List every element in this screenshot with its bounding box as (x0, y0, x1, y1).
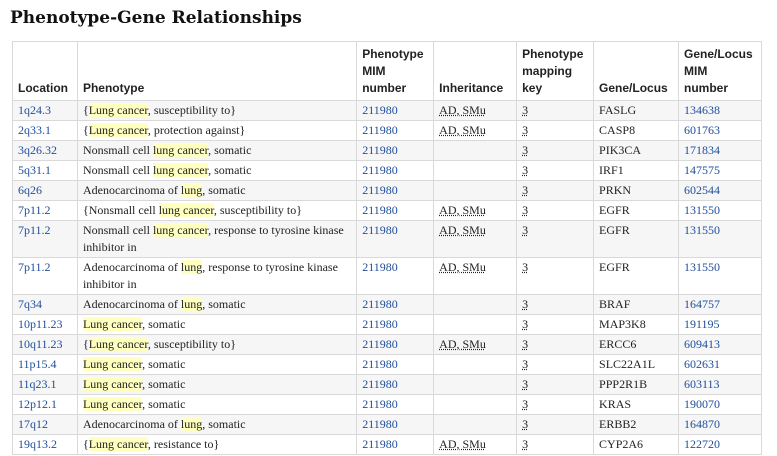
gene-mim-link[interactable]: 164757 (683, 297, 720, 311)
gene-mim-cell (678, 101, 761, 121)
phenotype-mim-cell (357, 221, 434, 258)
location-link[interactable]: 12p12.1 (18, 397, 57, 411)
location-link[interactable]: 6q26 (18, 183, 42, 197)
mapping-key-cell (517, 435, 594, 455)
gene-mim-link[interactable]: 134638 (683, 103, 720, 117)
search-term-highlight: Lung cancer (82, 397, 143, 411)
search-term-highlight: Lung cancer (82, 377, 143, 391)
phenotype-text: { (82, 123, 89, 137)
gene-locus-cell (594, 161, 679, 181)
phenotype-text: Adenocarcinoma of (82, 260, 181, 274)
mapping-key-value: 3 (522, 103, 529, 117)
phenotype-text: , susceptibility to} (147, 337, 236, 351)
gene-symbol: MAP3K8 (599, 317, 646, 331)
phenotype-cell (77, 375, 356, 395)
gene-mim-link[interactable]: 131550 (683, 260, 720, 274)
phenotype-mim-cell (357, 141, 434, 161)
phenotype-mim-cell (357, 395, 434, 415)
phenotype-text: Nonsmall cell (82, 223, 153, 237)
phenotype-mim-link[interactable]: 211980 (362, 183, 398, 197)
phenotype-cell (77, 295, 356, 315)
mapping-key-value: 3 (522, 260, 529, 274)
gene-locus-cell (594, 395, 679, 415)
search-term-highlight: Lung cancer (88, 437, 148, 451)
mapping-key-cell (517, 375, 594, 395)
table-header-row (13, 42, 762, 101)
gene-mim-link[interactable]: 603113 (683, 377, 720, 391)
gene-mim-link[interactable]: 609413 (683, 337, 720, 351)
header-phenotype-mim-number (357, 42, 434, 101)
mapping-key-value: 3 (522, 397, 529, 411)
header-gene-locus-mim-number (678, 42, 761, 101)
mapping-key-value: 3 (522, 297, 529, 311)
table-row (13, 141, 762, 161)
phenotype-text: , protection against} (147, 123, 246, 137)
search-term-highlight: lung cancer (152, 143, 209, 157)
phenotype-cell (77, 161, 356, 181)
location-link[interactable]: 7p11.2 (18, 203, 51, 217)
inheritance-cell (434, 201, 517, 221)
inheritance-cell (434, 141, 517, 161)
gene-mim-link[interactable]: 122720 (683, 437, 720, 451)
header-key-line-3: key (522, 81, 543, 95)
phenotype-mim-link[interactable]: 211980 (362, 103, 398, 117)
location-link[interactable]: 11p15.4 (18, 357, 57, 371)
gene-mim-cell (678, 221, 761, 258)
mapping-key-cell (517, 221, 594, 258)
inheritance-cell (434, 375, 517, 395)
mapping-key-cell (517, 295, 594, 315)
table-row (13, 295, 762, 315)
search-term-highlight: lung (180, 183, 203, 197)
inheritance-cell (434, 435, 517, 455)
phenotype-cell (77, 258, 356, 295)
gene-symbol: EGFR (599, 203, 630, 217)
location-link[interactable]: 7q34 (18, 297, 42, 311)
gene-locus-cell (594, 315, 679, 335)
mapping-key-value: 3 (522, 357, 529, 371)
gene-symbol: CYP2A6 (599, 437, 644, 451)
phenotype-cell (77, 141, 356, 161)
phenotype-text: { (82, 337, 89, 351)
gene-mim-cell (678, 335, 761, 355)
mapping-key-cell (517, 415, 594, 435)
search-term-highlight: lung (180, 260, 203, 274)
header-inheritance: Inheritance (434, 42, 517, 101)
mapping-key-cell (517, 121, 594, 141)
search-term-highlight: Lung cancer (82, 317, 143, 331)
phenotype-text: Adenocarcinoma of (82, 183, 181, 197)
inheritance-cell (434, 295, 517, 315)
gene-symbol: EGFR (599, 260, 630, 274)
inheritance-cell (434, 315, 517, 335)
gene-mim-link[interactable]: 171834 (683, 143, 720, 157)
header-location: Location (13, 42, 78, 101)
inheritance-cell (434, 181, 517, 201)
search-term-highlight: Lung cancer (82, 357, 143, 371)
phenotype-mim-link[interactable]: 211980 (362, 203, 398, 217)
location-link[interactable]: 11q23.1 (18, 377, 57, 391)
search-term-highlight: Lung cancer (88, 337, 148, 351)
header-gene-locus: Gene/Locus (594, 42, 679, 101)
mapping-key-cell (517, 258, 594, 295)
inheritance-value: AD, SMu (439, 260, 486, 274)
mapping-key-value: 3 (522, 203, 529, 217)
gene-mim-cell (678, 395, 761, 415)
table-row (13, 161, 762, 181)
gene-mim-cell (678, 355, 761, 375)
gene-mim-cell (678, 295, 761, 315)
mapping-key-value: 3 (522, 437, 529, 451)
phenotype-gene-table (12, 41, 762, 455)
phenotype-mim-cell (357, 258, 434, 295)
gene-symbol: PRKN (599, 183, 632, 197)
phenotype-mim-cell (357, 295, 434, 315)
gene-symbol: FASLG (599, 103, 637, 117)
search-term-highlight: lung (180, 297, 203, 311)
phenotype-text: , somatic (142, 377, 186, 391)
table-row (13, 335, 762, 355)
inheritance-cell (434, 395, 517, 415)
header-key-line-2: mapping (522, 64, 573, 78)
phenotype-text: Adenocarcinoma of (82, 297, 181, 311)
gene-mim-cell (678, 315, 761, 335)
gene-mim-cell (678, 121, 761, 141)
phenotype-text: , somatic (202, 417, 246, 431)
inheritance-cell (434, 415, 517, 435)
phenotype-cell (77, 335, 356, 355)
table-row (13, 315, 762, 335)
table-body (13, 101, 762, 455)
phenotype-mim-cell (357, 335, 434, 355)
gene-mim-link[interactable]: 602631 (683, 357, 720, 371)
search-term-highlight: lung (180, 417, 203, 431)
gene-mim-cell (678, 181, 761, 201)
mapping-key-cell (517, 201, 594, 221)
mapping-key-cell (517, 161, 594, 181)
header-key-line-1: Phenotype (522, 47, 584, 61)
phenotype-mim-link[interactable]: 211980 (362, 123, 398, 137)
phenotype-cell (77, 435, 356, 455)
gene-symbol: PIK3CA (599, 143, 642, 157)
phenotype-cell (77, 355, 356, 375)
gene-locus-cell (594, 181, 679, 201)
table-row (13, 181, 762, 201)
mapping-key-cell (517, 395, 594, 415)
search-term-highlight: Lung cancer (88, 103, 148, 117)
phenotype-cell (77, 201, 356, 221)
inheritance-value: AD, SMu (439, 123, 486, 137)
gene-mim-link[interactable]: 602544 (683, 183, 720, 197)
phenotype-text: , somatic (142, 317, 186, 331)
gene-locus-cell (594, 435, 679, 455)
location-link[interactable]: 3q26.32 (18, 143, 57, 157)
phenotype-mim-link[interactable]: 211980 (362, 417, 398, 431)
search-term-highlight: lung cancer (152, 223, 209, 237)
location-cell (13, 141, 78, 161)
location-link[interactable]: 7p11.2 (18, 260, 51, 274)
gene-locus-cell (594, 121, 679, 141)
mapping-key-value: 3 (522, 223, 529, 237)
location-link[interactable]: 19q13.2 (18, 437, 57, 451)
inheritance-value: AD, SMu (439, 337, 486, 351)
phenotype-text: Nonsmall cell (82, 143, 153, 157)
header-gene-mim-line-2: MIM (683, 64, 708, 78)
phenotype-mim-link[interactable]: 211980 (362, 317, 398, 331)
location-cell (13, 201, 78, 221)
location-cell (13, 258, 78, 295)
gene-symbol: EGFR (599, 223, 630, 237)
search-term-highlight: lung cancer (152, 163, 209, 177)
table-row (13, 355, 762, 375)
inheritance-value: AD, SMu (439, 203, 486, 217)
phenotype-cell (77, 101, 356, 121)
header-gene-mim-line-1: Gene/Locus (683, 47, 753, 61)
location-cell (13, 375, 78, 395)
gene-mim-cell (678, 141, 761, 161)
table-row (13, 415, 762, 435)
phenotype-cell (77, 181, 356, 201)
gene-mim-link[interactable]: 190070 (683, 397, 720, 411)
mapping-key-cell (517, 335, 594, 355)
gene-symbol: BRAF (599, 297, 631, 311)
phenotype-mim-cell (357, 415, 434, 435)
phenotype-mim-link[interactable]: 211980 (362, 223, 398, 237)
phenotype-mim-cell (357, 375, 434, 395)
table-row (13, 435, 762, 455)
gene-locus-cell (594, 141, 679, 161)
phenotype-text: , somatic (202, 297, 246, 311)
mapping-key-value: 3 (522, 163, 529, 177)
mapping-key-value: 3 (522, 143, 529, 157)
table-row (13, 101, 762, 121)
gene-mim-link[interactable]: 131550 (683, 203, 720, 217)
location-cell (13, 101, 78, 121)
phenotype-mim-link[interactable]: 211980 (362, 397, 398, 411)
gene-symbol: CASP8 (599, 123, 636, 137)
gene-mim-cell (678, 201, 761, 221)
table-row (13, 221, 762, 258)
phenotype-cell (77, 315, 356, 335)
phenotype-mim-link[interactable]: 211980 (362, 357, 398, 371)
location-cell (13, 435, 78, 455)
location-cell (13, 395, 78, 415)
location-cell (13, 295, 78, 315)
inheritance-value: AD, SMu (439, 223, 486, 237)
phenotype-text: {Nonsmall cell (82, 203, 159, 217)
gene-mim-link[interactable]: 164870 (683, 417, 720, 431)
location-cell (13, 335, 78, 355)
mapping-key-value: 3 (522, 417, 529, 431)
gene-locus-cell (594, 221, 679, 258)
phenotype-text: , resistance to} (147, 437, 220, 451)
phenotype-text: , somatic (208, 143, 252, 157)
phenotype-mim-link[interactable]: 211980 (362, 377, 398, 391)
mapping-key-value: 3 (522, 317, 529, 331)
mapping-key-cell (517, 101, 594, 121)
phenotype-text: { (82, 103, 89, 117)
mapping-key-value: 3 (522, 377, 529, 391)
location-link[interactable]: 10p11.23 (18, 317, 63, 331)
mapping-key-cell (517, 355, 594, 375)
phenotype-text: { (82, 437, 89, 451)
header-phenotype-mapping-key (517, 42, 594, 101)
mapping-key-cell (517, 315, 594, 335)
location-cell (13, 355, 78, 375)
phenotype-text: Adenocarcinoma of (82, 417, 181, 431)
inheritance-cell (434, 355, 517, 375)
gene-mim-cell (678, 415, 761, 435)
gene-locus-cell (594, 375, 679, 395)
search-term-highlight: Lung cancer (88, 123, 148, 137)
search-term-highlight: lung cancer (158, 203, 214, 217)
phenotype-mim-cell (357, 315, 434, 335)
mapping-key-value: 3 (522, 123, 529, 137)
phenotype-cell (77, 415, 356, 435)
phenotype-mim-cell (357, 121, 434, 141)
gene-mim-link[interactable]: 147575 (683, 163, 720, 177)
gene-symbol: IRF1 (599, 163, 624, 177)
phenotype-mim-link[interactable]: 211980 (362, 437, 398, 451)
phenotype-text: , susceptibility to} (147, 103, 236, 117)
mapping-key-value: 3 (522, 337, 529, 351)
phenotype-mim-link[interactable]: 211980 (362, 337, 398, 351)
gene-locus-cell (594, 355, 679, 375)
phenotype-text: , susceptibility to} (213, 203, 302, 217)
inheritance-cell (434, 121, 517, 141)
location-cell (13, 161, 78, 181)
table-row (13, 395, 762, 415)
location-cell (13, 415, 78, 435)
location-link[interactable]: 1q24.3 (18, 103, 51, 117)
phenotype-mim-link[interactable]: 211980 (362, 163, 398, 177)
mapping-key-value: 3 (522, 183, 529, 197)
phenotype-text: , somatic (142, 357, 186, 371)
phenotype-cell (77, 221, 356, 258)
location-cell (13, 221, 78, 258)
mapping-key-cell (517, 141, 594, 161)
gene-locus-cell (594, 201, 679, 221)
gene-mim-link[interactable]: 191195 (683, 317, 720, 331)
phenotype-cell (77, 395, 356, 415)
gene-symbol: PPP2R1B (599, 377, 648, 391)
header-mim-line-1: Phenotype (362, 47, 424, 61)
phenotype-mim-cell (357, 101, 434, 121)
gene-symbol: KRAS (599, 397, 632, 411)
header-gene-mim-line-3: number (683, 81, 728, 95)
location-link[interactable]: 2q33.1 (18, 123, 51, 137)
location-cell (13, 121, 78, 141)
phenotype-mim-cell (357, 435, 434, 455)
gene-mim-cell (678, 375, 761, 395)
gene-mim-link[interactable]: 601763 (683, 123, 720, 137)
phenotype-mim-link[interactable]: 211980 (362, 143, 398, 157)
gene-locus-cell (594, 101, 679, 121)
gene-locus-cell (594, 335, 679, 355)
location-link[interactable]: 7p11.2 (18, 223, 51, 237)
table-row (13, 258, 762, 295)
header-phenotype: Phenotype (77, 42, 356, 101)
section-title: Phenotype-Gene Relationships (10, 8, 302, 28)
phenotype-text: Nonsmall cell (82, 163, 153, 177)
phenotype-mim-link[interactable]: 211980 (362, 260, 398, 274)
inheritance-cell (434, 101, 517, 121)
gene-mim-cell (678, 435, 761, 455)
inheritance-cell (434, 161, 517, 181)
inheritance-value: AD, SMu (439, 437, 486, 451)
phenotype-mim-cell (357, 201, 434, 221)
phenotype-text: , somatic (202, 183, 246, 197)
gene-symbol: ERCC6 (599, 337, 637, 351)
inheritance-cell (434, 335, 517, 355)
phenotype-text: , response to tyrosine kinase inhibitor in (82, 223, 344, 254)
gene-locus-cell (594, 258, 679, 295)
location-cell (13, 181, 78, 201)
location-link[interactable]: 5q31.1 (18, 163, 51, 177)
header-mim-line-2: MIM (362, 64, 386, 78)
table-row (13, 375, 762, 395)
phenotype-mim-cell (357, 181, 434, 201)
inheritance-cell (434, 221, 517, 258)
gene-mim-link[interactable]: 131550 (683, 223, 720, 237)
phenotype-text: , somatic (142, 397, 186, 411)
header-mim-line-3: number (362, 81, 407, 95)
phenotype-cell (77, 121, 356, 141)
mapping-key-cell (517, 181, 594, 201)
table-row (13, 121, 762, 141)
gene-symbol: ERBB2 (599, 417, 637, 431)
table-row (13, 201, 762, 221)
gene-mim-cell (678, 258, 761, 295)
inheritance-value: AD, SMu (439, 103, 486, 117)
gene-locus-cell (594, 415, 679, 435)
gene-mim-cell (678, 161, 761, 181)
inheritance-cell (434, 258, 517, 295)
phenotype-text: , somatic (208, 163, 252, 177)
phenotype-text: , response to tyrosine kinase inhibitor in (82, 260, 338, 291)
location-link[interactable]: 10q11.23 (18, 337, 63, 351)
location-cell (13, 315, 78, 335)
location-link[interactable]: 17q12 (18, 417, 48, 431)
gene-symbol: SLC22A1L (599, 357, 656, 371)
gene-locus-cell (594, 295, 679, 315)
phenotype-mim-link[interactable]: 211980 (362, 297, 398, 311)
phenotype-mim-cell (357, 355, 434, 375)
phenotype-mim-cell (357, 161, 434, 181)
